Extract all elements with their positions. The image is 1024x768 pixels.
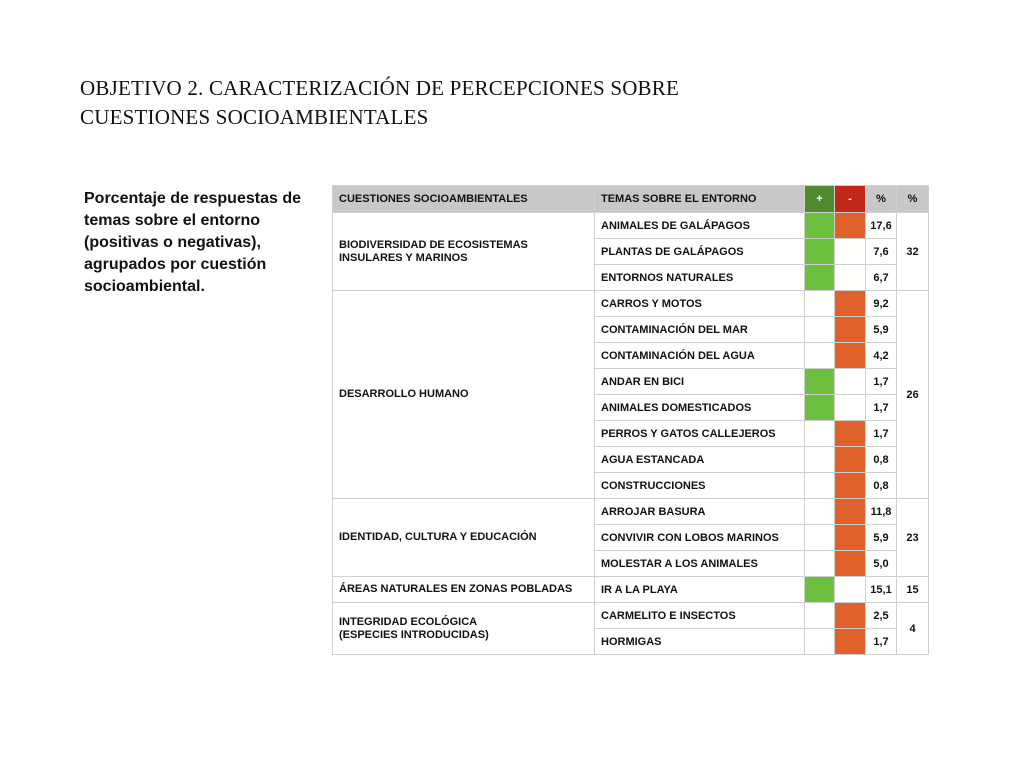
positive-empty [805, 447, 835, 473]
pct-cell: 5,9 [866, 317, 897, 343]
group-total-cell: 15 [897, 577, 929, 603]
positive-mark [805, 265, 835, 291]
negative-empty [835, 265, 866, 291]
negative-mark [835, 421, 866, 447]
pct-cell: 5,0 [866, 551, 897, 577]
pct-cell: 1,7 [866, 421, 897, 447]
cuestion-cell: ÁREAS NATURALES EN ZONAS POBLADAS [333, 577, 595, 603]
tema-cell: PERROS Y GATOS CALLEJEROS [595, 421, 805, 447]
table-row [333, 213, 929, 239]
positive-mark [805, 369, 835, 395]
negative-mark [835, 291, 866, 317]
group-total-cell: 23 [897, 499, 929, 577]
pct-cell: 1,7 [866, 629, 897, 655]
negative-mark [835, 473, 866, 499]
slide-description: Porcentaje de respuestas de temas sobre el entorno (positivas o negativas), agrupados por cuestión socioambiental. [84, 190, 301, 295]
negative-empty [835, 369, 866, 395]
header-pct: % [866, 186, 897, 213]
tema-cell: ARROJAR BASURA [595, 499, 805, 525]
positive-empty [805, 291, 835, 317]
table-row [333, 291, 929, 317]
negative-mark [835, 213, 866, 239]
positive-empty [805, 343, 835, 369]
pct-cell: 0,8 [866, 473, 897, 499]
negative-mark [835, 447, 866, 473]
positive-mark [805, 577, 835, 603]
header-negative: - [835, 186, 866, 213]
pct-cell: 9,2 [866, 291, 897, 317]
negative-mark [835, 551, 866, 577]
positive-empty [805, 629, 835, 655]
negative-empty [835, 577, 866, 603]
pct-cell: 2,5 [866, 603, 897, 629]
positive-empty [805, 525, 835, 551]
header-cuestiones: CUESTIONES SOCIOAMBIENTALES [333, 186, 595, 213]
positive-empty [805, 551, 835, 577]
slide-title [80, 74, 880, 132]
negative-mark [835, 525, 866, 551]
pct-cell: 1,7 [866, 395, 897, 421]
negative-mark [835, 629, 866, 655]
pct-cell: 15,1 [866, 577, 897, 603]
tema-cell: CARROS Y MOTOS [595, 291, 805, 317]
pct-cell: 17,6 [866, 213, 897, 239]
header-positive: + [805, 186, 835, 213]
group-total-cell: 32 [897, 213, 929, 291]
tema-cell: CONVIVIR CON LOBOS MARINOS [595, 525, 805, 551]
cuestion-cell: BIODIVERSIDAD DE ECOSISTEMAS INSULARES Y MARINOS [333, 213, 595, 291]
tema-cell: IR A LA PLAYA [595, 577, 805, 603]
pct-cell: 11,8 [866, 499, 897, 525]
positive-empty [805, 603, 835, 629]
cuestion-cell: INTEGRIDAD ECOLÓGICA (ESPECIES INTRODUCIDAS) [333, 603, 595, 655]
positive-empty [805, 317, 835, 343]
pct-cell: 6,7 [866, 265, 897, 291]
pct-cell: 5,9 [866, 525, 897, 551]
table-row [333, 577, 929, 603]
pct-cell: 0,8 [866, 447, 897, 473]
tema-cell: AGUA ESTANCADA [595, 447, 805, 473]
tema-cell: CARMELITO E INSECTOS [595, 603, 805, 629]
slide-title-line-1: OBJETIVO 2. CARACTERIZACIÓN DE PERCEPCIONES SOBRE [80, 76, 679, 100]
cuestion-cell: IDENTIDAD, CULTURA Y EDUCACIÓN [333, 499, 595, 577]
tema-cell: ANIMALES DE GALÁPAGOS [595, 213, 805, 239]
tema-cell: CONSTRUCCIONES [595, 473, 805, 499]
tema-cell: ENTORNOS NATURALES [595, 265, 805, 291]
positive-mark [805, 395, 835, 421]
group-total-cell: 4 [897, 603, 929, 655]
tema-cell: MOLESTAR A LOS ANIMALES [595, 551, 805, 577]
socioenvironmental-table [332, 185, 929, 655]
tema-cell: HORMIGAS [595, 629, 805, 655]
tema-cell: ANDAR EN BICI [595, 369, 805, 395]
positive-empty [805, 473, 835, 499]
tema-cell: CONTAMINACIÓN DEL MAR [595, 317, 805, 343]
table-row [333, 603, 929, 629]
negative-empty [835, 239, 866, 265]
negative-mark [835, 343, 866, 369]
negative-mark [835, 317, 866, 343]
negative-mark [835, 499, 866, 525]
pct-cell: 1,7 [866, 369, 897, 395]
table-row [333, 499, 929, 525]
tema-cell: CONTAMINACIÓN DEL AGUA [595, 343, 805, 369]
cuestion-cell: DESARROLLO HUMANO [333, 291, 595, 499]
header-temas: TEMAS SOBRE EL ENTORNO [595, 186, 805, 213]
pct-cell: 4,2 [866, 343, 897, 369]
table-header-row [333, 186, 929, 213]
positive-empty [805, 499, 835, 525]
slide-title-line-2: CUESTIONES SOCIOAMBIENTALES [80, 105, 429, 129]
positive-empty [805, 421, 835, 447]
negative-mark [835, 603, 866, 629]
pct-cell: 7,6 [866, 239, 897, 265]
positive-mark [805, 213, 835, 239]
tema-cell: ANIMALES DOMESTICADOS [595, 395, 805, 421]
positive-mark [805, 239, 835, 265]
tema-cell: PLANTAS DE GALÁPAGOS [595, 239, 805, 265]
header-total-pct: % [897, 186, 929, 213]
group-total-cell: 26 [897, 291, 929, 499]
negative-empty [835, 395, 866, 421]
table-body [333, 213, 929, 655]
